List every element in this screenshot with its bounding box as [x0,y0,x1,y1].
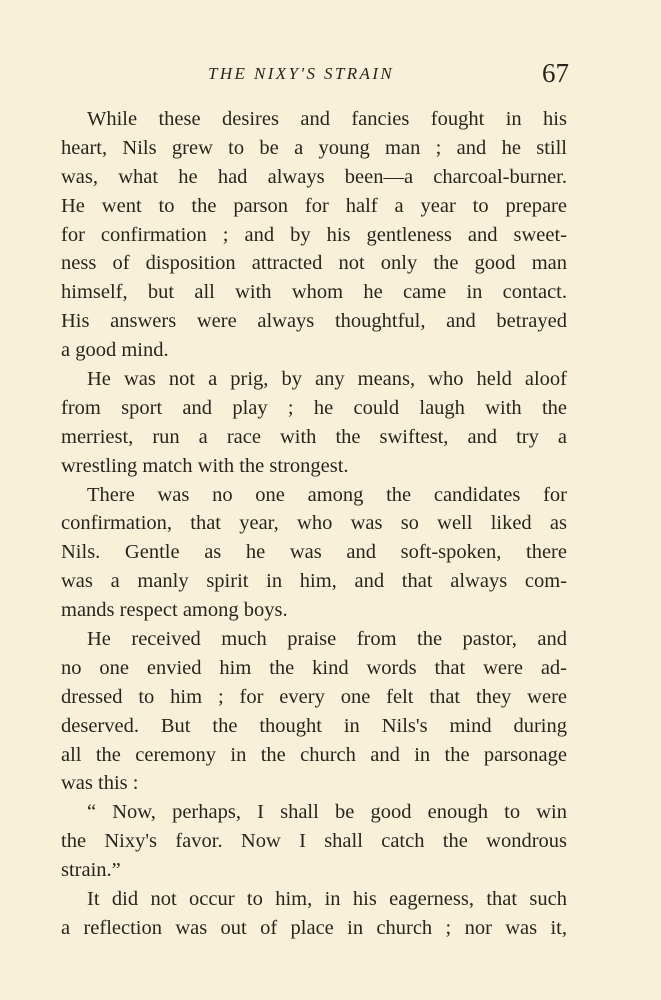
text-line: confirmation, that year, who was so well liked as [61,512,567,535]
text-line: He received much praise from the pastor, and [87,628,567,651]
paragraph [61,625,567,798]
text-line: a good mind. [61,339,169,362]
text-line: It did not occur to him, in his eagerness, that such [87,888,567,911]
text-line: for confirmation ; and by his gentleness and sweet- [61,223,567,246]
text-line: from sport and play ; he could laugh with the [61,396,567,419]
page-number: 67 [542,58,569,88]
text-line: heart, Nils grew to be a young man ; and he still [61,136,567,159]
text-line: no one envied him the kind words that were ad- [61,656,567,679]
text-line: dressed to him ; for every one felt that they were [61,685,567,708]
running-title: THE NIXY'S STRAIN [208,64,395,83]
text-line: He was not a prig, by any means, who held aloof [87,368,567,391]
text-line: There was no one among the candidates for [87,483,567,506]
text-line: the Nixy's favor. Now I shall catch the wondrous [61,830,567,853]
text-line: wrestling match with the strongest. [61,454,349,477]
paragraph [61,481,567,625]
text-line: ness of disposition attracted not only the good man [61,252,567,275]
text-line: was a manly spirit in him, and that always com- [61,570,567,593]
paragraph [61,105,567,365]
text-line: merriest, run a race with the swiftest, and try a [61,425,567,448]
text-line: strain.” [61,859,121,882]
text-line: His answers were always thoughtful, and betrayed [61,310,567,333]
paragraph [61,885,567,943]
text-line: was, what he had always been—a charcoal-burner. [61,165,567,188]
text-line: He went to the parson for half a year to prepare [61,194,567,217]
text-line: all the ceremony in the church and in the parsonage [61,743,567,766]
body-text [61,105,567,943]
text-line: “ Now, perhaps, I shall be good enough to win [87,801,567,824]
text-line: While these desires and fancies fought in his [87,108,567,130]
paragraph [61,365,567,481]
text-line: mands respect among boys. [61,599,288,622]
text-line: deserved. But the thought in Nils's mind during [61,714,567,737]
text-line: himself, but all with whom he came in contact. [61,281,567,304]
text-line: a reflection was out of place in church ; nor was it, [61,916,567,939]
text-line: Nils. Gentle as he was and soft-spoken, there [61,541,567,564]
text-line: was this : [61,772,139,795]
paragraph [61,798,567,885]
running-head [0,58,661,92]
